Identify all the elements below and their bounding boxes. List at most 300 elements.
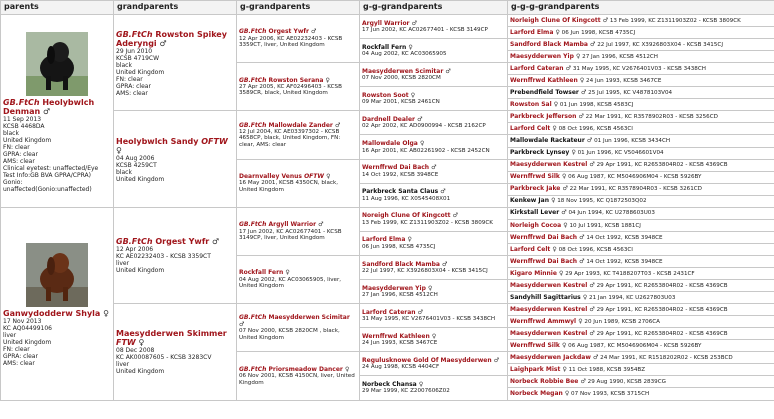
g-g-g-grandparent-cell (508, 219, 774, 231)
g-g-grandparent-name-link[interactable] (362, 92, 415, 99)
female-icon: ♀ (408, 43, 413, 51)
dog-info: 14 Oct 1992, KCSB 3948CE (586, 234, 663, 241)
g-g-grandparent-name[interactable]: Regulusknowe Gold Of Maesydderwen (362, 356, 492, 364)
male-icon: ♂ (579, 233, 585, 241)
g-g-grandparent-cell (360, 376, 508, 400)
g-grandparent-name-link[interactable] (239, 77, 330, 84)
g-g-g-grandparent-name-link[interactable] (510, 29, 560, 36)
female-icon: ♀ (553, 101, 559, 109)
g-g-grandparent-name-link[interactable] (362, 44, 413, 51)
g-g-g-grandparent-name-link[interactable] (510, 234, 585, 241)
dog-info: 06 Nov 2001, KCSB 4150CN, liver, United Kingdom (239, 373, 355, 386)
g-g-grandparent-name[interactable]: Argyll Warrior (362, 19, 410, 27)
g-g-g-grandparent-cell (508, 328, 774, 340)
g-g-g-grandparent-cell (508, 147, 774, 159)
male-icon: ♂ (589, 329, 595, 337)
g-grandparent-name[interactable]: Priorsmeadow Dancer (268, 365, 343, 373)
g-g-g-grandparent-name[interactable]: Parkbreck Lynsey (510, 149, 570, 157)
g-g-g-grandparent-name[interactable]: Larford Cateran (510, 64, 564, 72)
g-g-grandparent-cell (360, 39, 508, 63)
g-g-g-grandparent-name-link[interactable] (510, 77, 584, 84)
dog-info: 01 Jun 1996, KC V5046601V04 (577, 150, 664, 157)
male-icon: ♂ (334, 121, 341, 129)
grandparent-name[interactable]: Heolybwlch Sandy (116, 136, 199, 146)
g-g-g-grandparent-name-link[interactable] (510, 197, 555, 204)
g-g-g-grandparent-cell (508, 15, 774, 27)
g-g-grandparent-cell (360, 63, 508, 87)
g-grandparent-name-link[interactable] (239, 221, 324, 228)
male-icon: ♂ (565, 64, 572, 72)
male-icon: ♂ (411, 19, 418, 27)
male-icon: ♂ (452, 212, 459, 220)
g-g-grandparent-cell (360, 15, 508, 39)
g-g-grandparent-cell (360, 87, 508, 111)
dog-info: 18 Nov 1995, KC Q1872503Q02 (557, 198, 647, 205)
g-g-g-grandparent-cell (508, 376, 774, 388)
male-icon: ♂ (318, 221, 324, 229)
g-g-g-grandparent-name-link[interactable] (510, 270, 563, 277)
g-g-grandparent-name-link[interactable] (362, 261, 447, 268)
g-grandparent-name-link[interactable] (239, 173, 331, 180)
g-g-g-grandparent-name[interactable]: Parkbreck Jefferson (510, 113, 577, 121)
dog-info: 01 Jun 1998, KCSB 4583CJ (559, 102, 634, 109)
female-icon: ♀ (562, 366, 567, 374)
dog-info: 17 Jun 2002, KC AC02677401 - KCSB 3149CP, liver, United Kingdom (239, 228, 342, 242)
g-g-g-grandparent-cell (508, 195, 774, 207)
g-g-g-grandparent-name[interactable]: Larford Celt (510, 245, 551, 253)
g-g-g-grandparent-name[interactable]: Kigaro Minnie (510, 269, 557, 277)
g-g-g-grandparent-name[interactable]: Wernffrwd Dai Bach (510, 233, 578, 241)
g-g-grandparent-name-link[interactable] (362, 236, 412, 243)
g-g-grandparent-name[interactable]: Sandford Black Mamba (362, 260, 440, 268)
g-g-grandparent-name-link[interactable] (362, 381, 423, 388)
g-g-g-grandparent-name-link[interactable] (510, 306, 595, 313)
g-g-grandparent-name-link[interactable] (362, 333, 436, 340)
title-suffix: OFTW (304, 173, 324, 181)
g-g-g-grandparent-name-link[interactable] (510, 161, 595, 168)
g-g-g-grandparent-name-link[interactable] (510, 17, 608, 24)
g-grandparent-name-link[interactable] (239, 122, 340, 129)
female-icon: ♀ (138, 338, 145, 348)
g-g-g-grandparent-name[interactable]: Parkbreck Jake (510, 185, 561, 193)
parent-cell (1, 15, 114, 208)
g-grandparent-name-link[interactable] (239, 314, 350, 327)
dog-info: 29 Apr 1991, KC R2653804R02 - KCSB 4369CB (596, 306, 728, 313)
g-g-g-grandparent-name[interactable]: Maesydderwen Kestrel (510, 305, 588, 313)
g-g-g-grandparent-name-link[interactable] (510, 390, 569, 397)
g-grandparent-name[interactable]: Rowston Serana (268, 76, 324, 84)
dog-info: 24 Mar 1991, KC R1518202R02 - KCSB 253BCD (600, 355, 733, 362)
g-g-g-grandparent-cell (508, 292, 774, 304)
g-g-g-grandparent-name[interactable]: Kirkstall Lever (510, 209, 560, 217)
g-grandparent-name[interactable]: Orgest Ywfr (268, 28, 309, 36)
female-icon: ♀ (561, 341, 567, 349)
g-g-grandparent-name-link[interactable] (362, 116, 423, 123)
header-g-g-g-grandparents: g-g-g-grandparents (508, 1, 774, 15)
g-g-g-grandparent-name[interactable]: Wernffrwd Silk (510, 341, 560, 349)
g-g-g-grandparent-cell (508, 27, 774, 39)
g-g-g-grandparent-name-link[interactable] (510, 342, 566, 349)
title-prefix: GB.FtCh (239, 365, 267, 373)
dog-info: 24 Jun 1993, KCSB 3467CE (362, 340, 438, 347)
g-g-grandparent-cell (360, 135, 508, 159)
g-g-g-grandparent-cell (508, 388, 774, 400)
g-g-g-grandparent-name[interactable]: Sandford Black Mamba (510, 40, 588, 48)
g-g-g-grandparent-cell (508, 159, 774, 171)
g-g-g-grandparent-name[interactable]: Rowston Sal (510, 101, 552, 109)
female-icon: ♀ (407, 236, 412, 244)
dog-info: 02 Apr 2002, KC AD0900994 - KCSB 2162CP (362, 123, 486, 130)
title-prefix: GB.FtCh (239, 28, 267, 36)
g-g-g-grandparent-name-link[interactable] (510, 101, 558, 108)
dog-info: 04 Aug 2002, KC AC03065905 (362, 51, 447, 58)
g-g-grandparent-cell (360, 231, 508, 255)
g-g-g-grandparent-cell (508, 231, 774, 243)
g-g-grandparent-cell (360, 255, 508, 279)
g-g-g-grandparent-cell (508, 39, 774, 51)
g-g-g-grandparent-name[interactable]: Norbeck Megan (510, 390, 563, 398)
g-g-g-grandparent-cell (508, 243, 774, 255)
title-prefix: GB.FtCh (239, 121, 267, 129)
g-g-g-grandparent-cell (508, 99, 774, 111)
g-grandparent-cell (237, 304, 360, 352)
male-icon: ♂ (589, 161, 595, 169)
g-g-g-grandparent-name-link[interactable] (510, 89, 586, 96)
g-g-grandparent-name[interactable]: Wernffrwd Dai Bach (362, 164, 430, 172)
dog-info: 13 Feb 1999, KC Z1311903Z02 - KCSB 3809CK (362, 219, 493, 226)
g-g-grandparent-name[interactable]: Mallowdale Olga (362, 140, 418, 148)
dog-info: 11 Sep 2013 KCSB 4468DA black United Kingdom FN: clear GPRA: clear AMS: clear Clinical eyetest: unaffected/Eye Test Info:GB BVA GPRA/CPRA) Gonio: unaffected(Gonio:unaffected) (3, 115, 99, 193)
pedigree-body (1, 15, 774, 401)
g-g-g-grandparent-name[interactable]: Maesydderwen Kestrel (510, 329, 588, 337)
g-g-g-grandparent-cell (508, 316, 774, 328)
dog-info: 17 Nov 2013 KC AQ04499106 liver United Kingdom FN: clear GPRA: clear AMS: clear (3, 318, 52, 368)
female-icon: ♀ (551, 197, 556, 205)
grandparent-cell (114, 111, 237, 207)
g-g-g-grandparent-name[interactable]: Wernffrwd Silk (510, 173, 560, 181)
dog-info: 07 Nov 1993, KCSB 3715CH (571, 391, 650, 398)
parent-name-link[interactable] (3, 98, 94, 116)
dog-info: 22 Jul 1997, KC X3926803X04 - KCSB 3415CJ (597, 41, 723, 48)
male-icon: ♂ (562, 185, 568, 193)
title-suffix: FTW (116, 338, 136, 348)
dog-info: 01 Jun 1996, KCSB 3434CH (594, 138, 671, 145)
g-g-g-grandparent-name[interactable]: Maesydderwen Kestrel (510, 161, 588, 169)
female-icon: ♀ (579, 76, 585, 84)
g-g-grandparent-name[interactable]: Maesydderwen Yip (362, 284, 426, 292)
g-g-g-grandparent-name[interactable]: Maesydderwen Yip (510, 52, 574, 60)
dog-info: 08 Oct 1996, KCSB 4563CI (558, 246, 633, 253)
grandparent-name-link[interactable] (116, 237, 219, 246)
g-g-grandparent-name[interactable]: Maesydderwen Scimitar (362, 67, 444, 75)
g-g-grandparent-name-link[interactable] (362, 285, 432, 292)
g-g-g-grandparent-cell (508, 87, 774, 99)
parent-name[interactable]: Heolybwlch Denman (3, 97, 95, 116)
dog-info: 13 Feb 1999, KC Z1311903Z02 - KCSB 3809CK (609, 17, 741, 24)
male-icon: ♂ (159, 38, 167, 48)
g-g-g-grandparent-name[interactable]: Larford Elma (510, 28, 554, 36)
g-g-grandparent-name[interactable]: Larford Cateran (362, 308, 416, 316)
dog-info: 29 Jun 2010 KCSB 4719CW black United Kingdom FN: clear GPRA: clear AMS: clear (116, 47, 165, 97)
male-icon: ♂ (580, 89, 587, 96)
grandparent-cell (114, 207, 237, 303)
g-g-g-grandparent-name-link[interactable] (510, 246, 557, 253)
g-g-g-grandparent-name[interactable]: Kenkew Jan (510, 197, 549, 205)
g-g-grandparent-name[interactable]: Parkbreck Santa Claus (362, 188, 439, 196)
g-grandparent-name[interactable]: Rockfall Fern (239, 269, 284, 277)
dog-info: 21 Jan 1994, KC U2627803U03 (589, 294, 676, 301)
black-spaniel-photo (26, 32, 88, 96)
g-grandparent-cell (237, 111, 360, 159)
female-icon: ♀ (563, 221, 568, 229)
dog-info: 27 Jan 1996, KCSB 4512CH (362, 292, 438, 299)
g-g-g-grandparent-name-link[interactable] (510, 378, 586, 385)
male-icon: ♂ (589, 305, 595, 313)
g-g-grandparent-name[interactable]: Rockfall Fern (362, 43, 407, 51)
dog-info: 29 Apr 1993, KC T4188207T03 - KCSB 2431CF (565, 270, 695, 277)
g-g-grandparent-name-link[interactable] (362, 68, 451, 75)
g-g-g-grandparent-cell (508, 207, 774, 219)
female-icon: ♀ (103, 309, 109, 319)
dog-info: 27 Apr 2005, KC AF02496403 - KCSB 3589CR, black, United Kingdom (239, 84, 342, 97)
g-grandparent-name-link[interactable] (239, 366, 349, 373)
dog-info: 12 Apr 2006 KC AE02232403 - KCSB 3359CT liver United Kingdom (116, 246, 211, 275)
g-g-g-grandparent-cell (508, 123, 774, 135)
g-g-g-grandparent-name[interactable]: Norbeck Robbie Bee (510, 378, 579, 386)
dog-info: 04 Aug 2002, KC AC03065905, liver, United Kingdom (239, 276, 342, 290)
dog-info: 29 Aug 1990, KCSB 2839CG (587, 379, 666, 386)
g-g-g-grandparent-name-link[interactable] (510, 173, 566, 180)
g-g-g-grandparent-cell (508, 267, 774, 279)
grandparent-name-link[interactable] (116, 30, 227, 48)
dog-info: 11 Aug 1996, KC X0545408X01 (362, 195, 451, 202)
g-g-g-grandparent-cell (508, 183, 774, 195)
g-g-g-grandparent-name-link[interactable] (510, 330, 595, 337)
dog-info: 22 Mar 1991, KC R3578904R03 - KCSB 3261CD (569, 186, 702, 193)
dog-info: 22 Jul 1997, KC X3926803X04 - KCSB 3415CJ (362, 267, 488, 274)
g-g-g-grandparent-name[interactable]: Maesydderwen Jackdaw (510, 354, 591, 362)
female-icon: ♀ (552, 125, 557, 133)
g-grandparent-cell (237, 352, 360, 400)
g-grandparent-cell (237, 159, 360, 207)
grandparent-name-link[interactable] (116, 137, 228, 155)
g-g-grandparent-name-link[interactable] (362, 309, 423, 316)
female-icon: ♀ (419, 140, 425, 148)
g-g-g-grandparent-name-link[interactable] (510, 113, 584, 120)
g-g-grandparent-name[interactable]: Dardnell Dealer (362, 116, 416, 124)
g-g-grandparent-name[interactable]: Rowston Soot (362, 91, 409, 99)
dog-info: 08 Dec 2008 KC AK00087605 - KCSB 3283CV liver United Kingdom (116, 347, 212, 376)
g-g-grandparent-cell (360, 183, 508, 207)
dog-info: 24 Aug 1998, KCSB 4404CF (362, 364, 440, 371)
g-g-grandparent-name-link[interactable] (362, 140, 424, 147)
male-icon: ♂ (580, 378, 586, 386)
dog-info: 06 Jun 1998, KCSB 4735CJ (561, 29, 636, 36)
male-icon: ♂ (561, 209, 567, 217)
parent-name-link[interactable] (3, 309, 109, 318)
dog-info: 12 Apr 2006, KC AE02232403 - KCSB 3359CT, liver, United Kingdom (239, 35, 343, 49)
dog-info: 09 Mar 2001, KCSB 2461CN (362, 99, 440, 106)
g-g-g-grandparent-cell (508, 111, 774, 123)
dog-info: 06 Aug 1987, KC M5046906M04 - KCSB 5926BY (568, 174, 702, 181)
female-icon: ♀ (325, 76, 330, 84)
male-icon: ♂ (212, 237, 220, 247)
g-g-g-grandparent-name-link[interactable] (510, 53, 580, 60)
g-g-grandparent-name-link[interactable] (362, 164, 437, 171)
g-grandparent-name[interactable]: Mallowdale Zander (268, 121, 333, 129)
title-suffix: OFTW (201, 136, 228, 146)
g-g-g-grandparent-cell (508, 255, 774, 267)
female-icon: ♀ (326, 173, 331, 181)
male-icon: ♂ (239, 320, 245, 328)
g-g-grandparent-name-link[interactable] (362, 212, 458, 219)
header-g-grandparents: g-grandparents (237, 1, 360, 15)
liver-spaniel-photo (26, 243, 88, 307)
g-g-g-grandparent-name-link[interactable] (510, 318, 583, 325)
g-g-g-grandparent-name-link[interactable] (510, 209, 567, 216)
g-g-g-grandparent-name[interactable]: Mallowdale Rackateur (510, 137, 585, 145)
g-g-g-grandparent-cell (508, 340, 774, 352)
dog-info: 24 Jun 1993, KCSB 3467CE (586, 77, 662, 84)
g-g-g-grandparent-name-link[interactable] (510, 258, 585, 265)
dog-info: 16 Apr 2001, KC AB02261902 - KCSB 2452CN (362, 147, 490, 154)
g-grandparent-name-link[interactable] (239, 28, 316, 35)
male-icon: ♂ (578, 113, 584, 121)
male-icon: ♂ (579, 257, 585, 265)
g-g-g-grandparent-name-link[interactable] (510, 354, 598, 361)
g-g-g-grandparent-name-link[interactable] (510, 125, 557, 132)
female-icon: ♀ (431, 332, 437, 340)
male-icon: ♂ (417, 308, 424, 316)
g-g-g-grandparent-name-link[interactable] (510, 137, 592, 144)
female-icon: ♀ (571, 149, 576, 157)
g-g-g-grandparent-cell (508, 135, 774, 147)
g-g-grandparent-cell (360, 304, 508, 328)
g-g-g-grandparent-name[interactable]: Wernffrwd Ammwyl (510, 317, 577, 325)
g-g-g-grandparent-name-link[interactable] (510, 294, 587, 301)
g-g-grandparent-name[interactable]: Norbeck Chansa (362, 381, 417, 389)
male-icon: ♂ (417, 116, 423, 124)
header-g-g-grandparents: g-g-grandparents (360, 1, 508, 15)
female-icon: ♀ (285, 269, 290, 277)
g-grandparent-name[interactable]: Argyll Warrior (268, 221, 317, 229)
dog-info: 29 Apr 1991, KC R2653804R02 - KCSB 4369CB (596, 282, 728, 289)
parent-cell (1, 207, 114, 400)
grandparent-name-link[interactable] (116, 329, 227, 347)
dog-info: 29 Apr 1991, KC R2653804R02 - KCSB 4369CB (596, 162, 728, 169)
male-icon: ♂ (493, 356, 500, 364)
dog-info: 04 Aug 2006 KCSB 4259CT black United Kingdom (116, 154, 165, 183)
female-icon: ♀ (116, 145, 122, 155)
g-g-grandparent-name-link[interactable] (362, 357, 499, 364)
g-g-g-grandparent-name[interactable]: Larford Celt (510, 125, 551, 133)
male-icon: ♂ (589, 281, 595, 289)
title-prefix: GB.FtCh (239, 221, 267, 229)
female-icon: ♀ (564, 390, 570, 398)
dog-info: 25 Jul 1995, KC V4878103V04 (588, 90, 673, 96)
male-icon: ♂ (442, 260, 448, 268)
title-prefix: GB.FtCh (116, 237, 153, 247)
g-g-g-grandparent-name-link[interactable] (510, 185, 568, 192)
female-icon: ♀ (344, 365, 350, 373)
grandparent-name[interactable]: Orgest Ywfr (155, 237, 210, 247)
grandparent-name[interactable]: Rowston Spikey Aderyngi (116, 29, 227, 48)
male-icon: ♂ (311, 28, 317, 36)
g-grandparent-name[interactable]: Maesydderwen Scimitar (268, 314, 350, 322)
grandparent-cell (114, 15, 237, 111)
dog-info: 06 Aug 1987, KC M5046906M04 - KCSB 5926BY (568, 342, 702, 349)
title-prefix: GB.FtCh (239, 314, 267, 322)
female-icon: ♀ (555, 28, 560, 36)
g-grandparent-name[interactable]: Dearnvalley Venus (239, 173, 302, 181)
g-g-g-grandparent-name[interactable]: Norleigh Cocoa (510, 221, 562, 229)
g-g-g-grandparent-cell (508, 280, 774, 292)
dog-info: 17 Jun 2002, KC AC02677401 - KCSB 3149CP (362, 27, 488, 34)
dog-info: 16 May 2001, KCSB 4350CN, black, United Kingdom (239, 180, 338, 193)
g-g-g-grandparent-name-link[interactable] (510, 41, 595, 48)
female-icon: ♀ (559, 269, 564, 277)
g-g-grandparent-cell (360, 159, 508, 183)
g-g-g-grandparent-cell (508, 364, 774, 376)
g-g-grandparent-name-link[interactable] (362, 188, 446, 195)
grandparent-name[interactable]: Maesydderwen Skimmer (116, 329, 227, 339)
dog-info: 07 Nov 2000, KCSB 2820CM , black, United Kingdom (239, 328, 340, 341)
male-icon: ♂ (590, 40, 596, 48)
g-grandparent-cell (237, 63, 360, 111)
female-icon: ♀ (578, 317, 583, 325)
male-icon: ♂ (440, 188, 446, 196)
g-g-g-grandparent-name[interactable]: Sandyhill Sagittarius (510, 293, 581, 301)
g-g-grandparent-name[interactable]: Wernffrwd Kathleen (362, 332, 430, 340)
g-g-g-grandparent-name[interactable]: Norleigh Clune Of Kingcott (510, 16, 601, 24)
female-icon: ♀ (427, 284, 433, 292)
g-g-g-grandparent-cell (508, 75, 774, 87)
male-icon: ♂ (592, 354, 599, 362)
male-icon: ♂ (431, 164, 437, 172)
male-icon: ♂ (602, 16, 609, 24)
female-icon: ♀ (561, 173, 567, 181)
g-g-g-grandparent-name[interactable]: Laighpark Mist (510, 366, 561, 374)
dog-info: 14 Oct 1992, KCSB 3948CE (586, 258, 663, 265)
g-g-g-grandparent-name-link[interactable] (510, 65, 571, 72)
g-grandparent-name-link[interactable] (239, 269, 290, 276)
female-icon: ♀ (582, 293, 588, 301)
g-grandparent-cell (237, 255, 360, 303)
g-g-g-grandparent-name-link[interactable] (510, 282, 595, 289)
g-g-g-grandparent-name[interactable]: Wernffrwd Dai Bach (510, 257, 578, 265)
g-g-grandparent-name[interactable]: Noreigh Clune Of Kingcott (362, 212, 451, 220)
g-g-g-grandparent-name-link[interactable] (510, 149, 576, 156)
female-icon: ♀ (575, 52, 581, 60)
g-grandparent-cell (237, 207, 360, 255)
g-g-g-grandparent-name-link[interactable] (510, 222, 568, 229)
g-g-g-grandparent-name[interactable]: Prebendfield Towser (510, 89, 579, 96)
dog-info: 10 Jul 1991, KCSB 1881CJ (569, 222, 641, 229)
g-g-g-grandparent-name-link[interactable] (510, 366, 567, 373)
g-g-g-grandparent-cell (508, 51, 774, 63)
g-grandparent-cell (237, 15, 360, 63)
g-g-g-grandparent-name[interactable]: Maesydderwen Kestrel (510, 281, 588, 289)
g-g-grandparent-name-link[interactable] (362, 20, 417, 27)
g-g-g-grandparent-cell (508, 304, 774, 316)
dog-info: 08 Oct 1996, KCSB 4563CI (558, 126, 633, 133)
g-g-grandparent-name[interactable]: Larford Elma (362, 236, 406, 244)
g-g-g-grandparent-name[interactable]: Wernffrwd Kathleen (510, 76, 578, 84)
dog-info: 12 Jul 2004, KC AE03397302 - KCSB 4658CP, black, United Kingdom, FN: clear, AMS: clear (239, 129, 341, 148)
dog-info: 27 Jan 1996, KCSB 4512CH (582, 53, 659, 60)
parent-name[interactable]: Ganwydodderw Shyla (3, 309, 101, 319)
title-prefix: GB.FtCh (239, 76, 267, 84)
